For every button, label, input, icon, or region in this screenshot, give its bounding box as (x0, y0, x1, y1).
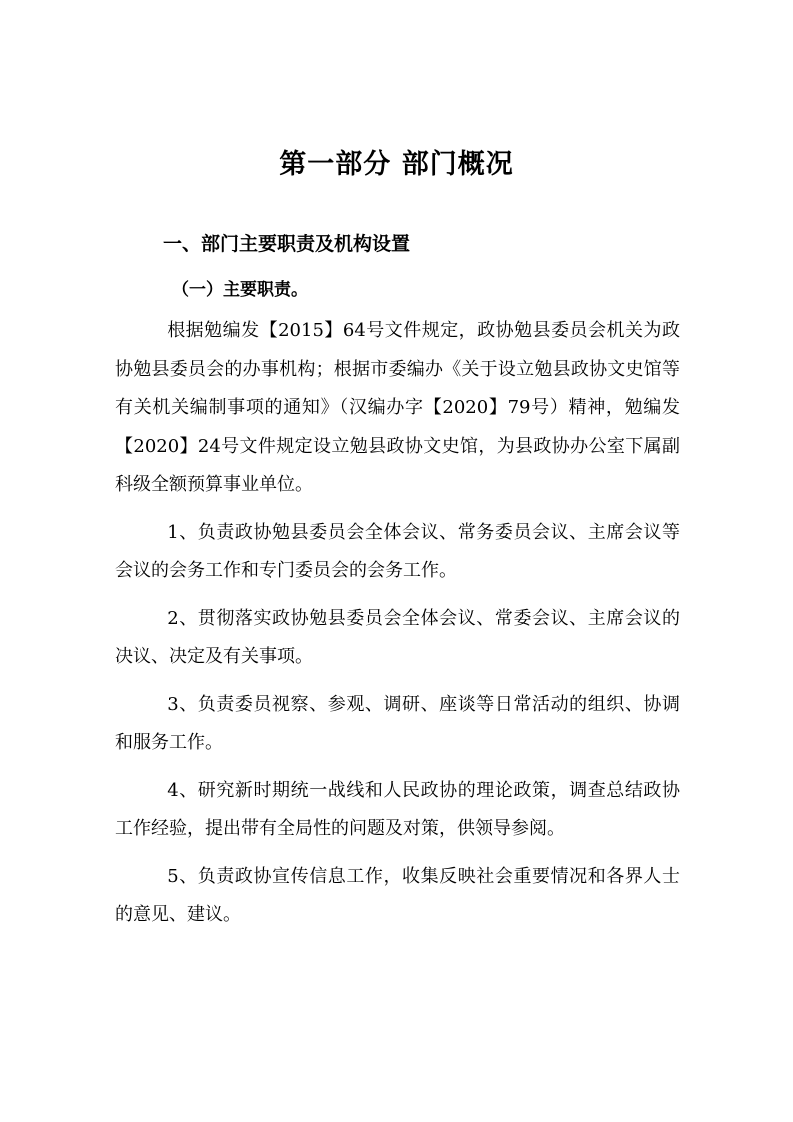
duty-item-2: 2、贯彻落实政协勉县委员会全体会议、常委会议、主席会议的决议、决定及有关事项。 (115, 607, 680, 667)
duty-item-1: 1、负责政协勉县委员会全体会议、常务委员会议、主席会议等会议的会务工作和专门委员会的会务工作。 (115, 521, 680, 581)
intro-paragraph: 根据勉编发【2015】64号文件规定，政协勉县委员会机关为政协勉县委员会的办事机构；根据市委编办《关于设立勉县政协文史馆等有关机关编制事项的通知》（汉编办字【2020】79号）精神，勉编发【2020】24号文件规定设立勉县政协文史馆，为县政协办公室下属副科级全额预算事业单位。 (115, 320, 680, 495)
sub-heading: （一）主要职责。 (172, 280, 308, 300)
duty-item-4: 4、研究新时期统一战线和人民政协的理论政策，调查总结政协工作经验，提出带有全局性的问题及对策，供领导参阅。 (115, 779, 680, 839)
body-text (115, 312, 680, 944)
section-heading: 一、部门主要职责及机构设置 (163, 233, 411, 255)
page-title: 第一部分 部门概况 (279, 149, 514, 180)
duty-item-5: 5、负责政协宣传信息工作，收集反映社会重要情况和各界人士的意见、建议。 (115, 865, 680, 925)
duty-item-3: 3、负责委员视察、参观、调研、座谈等日常活动的组织、协调和服务工作。 (115, 693, 680, 753)
